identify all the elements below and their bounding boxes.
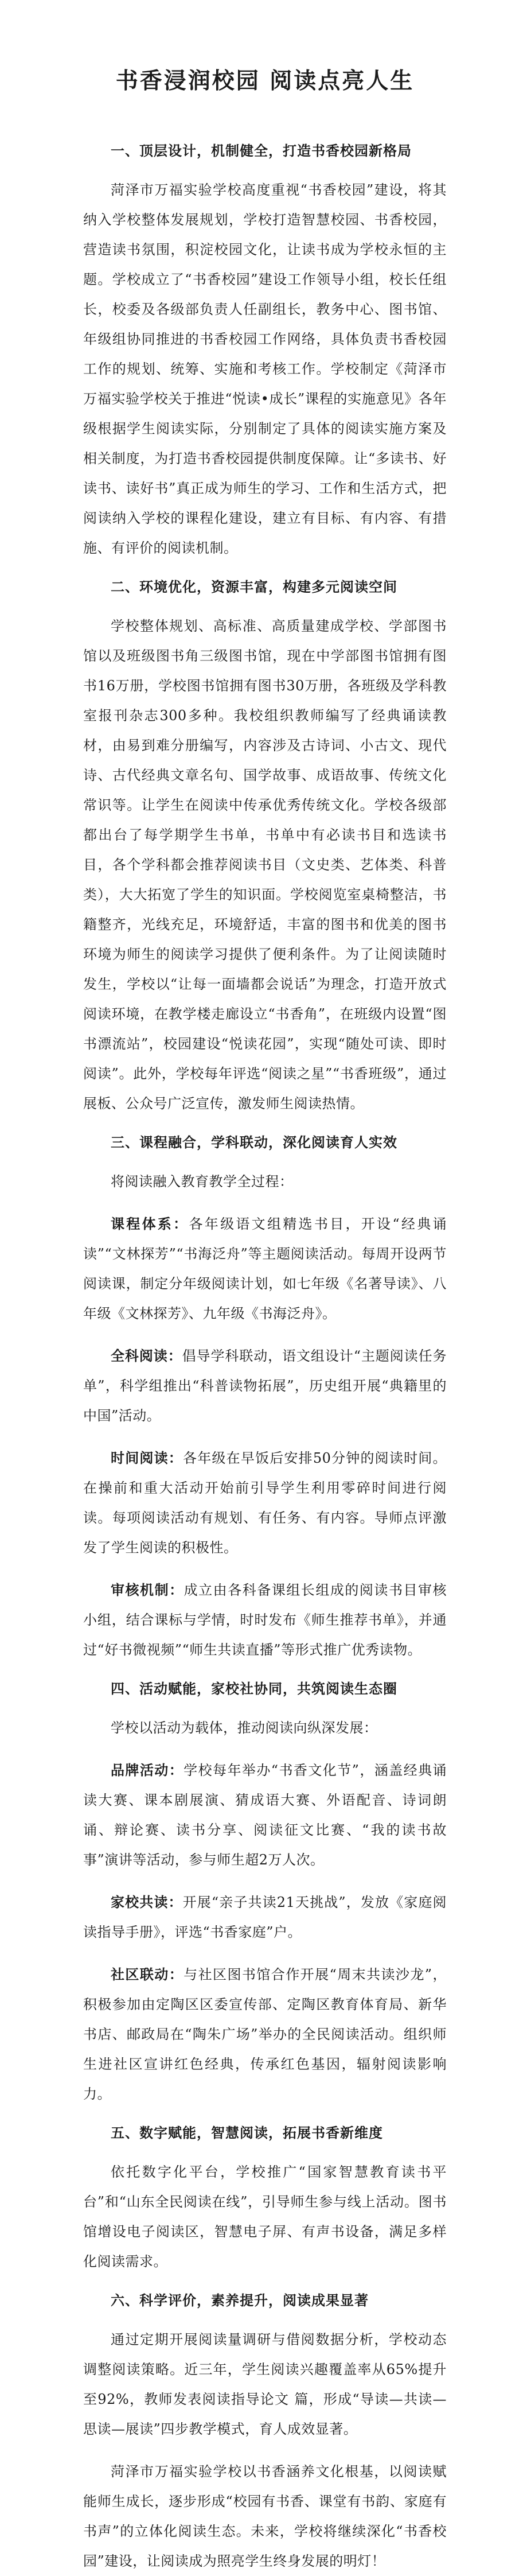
paragraph-lead: 全科阅读： bbox=[111, 1347, 182, 1364]
section-4 bbox=[83, 1677, 447, 2109]
paragraph-text: 倡导学科联动，语文组设计“主题阅读任务单”，科学组推出“科普读物拓展”，历史组开展“典籍里的中国”活动。 bbox=[83, 1347, 447, 1424]
paragraph bbox=[83, 1443, 447, 1563]
paragraph-lead: 品牌活动： bbox=[111, 1761, 184, 1778]
section-3 bbox=[83, 1131, 447, 1665]
paragraph-text: 将阅读融入教育教学全过程： bbox=[111, 1173, 294, 1190]
paragraph-lead: 家校共读： bbox=[111, 1893, 183, 1910]
paragraph bbox=[83, 2457, 447, 2576]
section-2 bbox=[83, 576, 447, 1118]
paragraph-text: 学校以活动为载体，推动阅读向纵深发展： bbox=[111, 1719, 378, 1736]
paragraph-text: 学校整体规划、高标准、高质量建成学校、学部图书馆以及班级图书角三级图书馆，现在中学部图书馆拥有图书16万册，学校图书馆拥有图书30万册，各班级及学科教室报刊杂志300多种。我校组织教师编写了经典诵读教材，由易到难分册编写，内容涉及古诗词、小古文、现代诗、古代经典文章名句、国学故事、成语故事、传统文化常识等。让学生在阅读中传承优秀传统文化。学校各级部都出台了每学期学生书单，书单中有必读书目和选读书目，各个学科都会推荐阅读书目（文史类、艺体类、科普类），大大拓宽了学生的知识面。学校阅览室桌椅整洁，书籍整齐，光线充足，环境舒适，丰富的图书和优美的图书环境为师生的阅读学习提供了便利条件。为了让阅读随时发生，学校以“让每一面墙都会说话”为理念，打造开放式阅读环境，在教学楼走廊设立“书香角”，在班级内设置“图书漂流站”，校园建设“悦读花园”，实现“随处可读、即时阅读”。此外，学校每年评选“阅读之星”“书香班级”，通过展板、公众号广泛宣传，激发师生阅读热情。 bbox=[83, 617, 447, 1112]
section-5 bbox=[83, 2122, 447, 2276]
section-6 bbox=[83, 2289, 447, 2576]
paragraph bbox=[83, 611, 447, 1118]
paragraph bbox=[83, 175, 447, 563]
paragraph bbox=[83, 2325, 447, 2444]
paragraph bbox=[83, 1575, 447, 1665]
section-1 bbox=[83, 139, 447, 563]
paragraph-text: 各年级语文组精选书目，开设“经典诵读”“文林探芳”“书海泛舟”等主题阅读活动。每周开设两节阅读课，制定分年级阅读计划，如七年级《名著导读》、八年级《文林探芳》、九年级《书海泛舟》。 bbox=[83, 1215, 447, 1322]
section-heading: 一、顶层设计，机制健全，打造书香校园新格局 bbox=[111, 142, 412, 159]
section-heading: 五、数字赋能，智慧阅读，拓展书香新维度 bbox=[111, 2124, 383, 2141]
paragraph-lead: 时间阅读： bbox=[111, 1449, 184, 1466]
paragraph-lead: 审核机制： bbox=[111, 1581, 184, 1598]
paragraph-text: 各年级在早饭后安排50分钟的阅读时间。在操前和重大活动开始前引导学生利用零碎时间进行阅读。每项阅读活动有规划、有任务、有内容。导师点评激发了学生阅读的积极性。 bbox=[83, 1450, 447, 1556]
paragraph bbox=[83, 1960, 447, 2109]
paragraph bbox=[83, 1755, 447, 1875]
section-heading: 三、课程融合，学科联动，深化阅读育人实效 bbox=[111, 1133, 397, 1151]
paragraph-text: 成立由各科备课组长组成的阅读书目审核小组，结合课标与学情，时时发布《师生推荐书单》，并通过“好书微视频”“师生共读直播”等形式推广优秀读物。 bbox=[83, 1582, 447, 1658]
paragraph-lead: 课程体系： bbox=[111, 1215, 189, 1232]
section-heading: 四、活动赋能，家校社协同，共筑阅读生态圈 bbox=[111, 1680, 397, 1697]
paragraph-text: 通过定期开展阅读量调研与借阅数据分析，学校动态调整阅读策略。近三年，学生阅读兴趣覆盖率从65%提升至92%，教师发表阅读指导论文 篇，形成“导读—共读—思读—展读”四步教学模式，育人成效显著。 bbox=[83, 2331, 447, 2437]
paragraph bbox=[83, 2157, 447, 2276]
paragraph-text: 学校每年举办“书香文化节”，涵盖经典诵读大赛、课本剧展演、猜成语大赛、外语配音、诗词朗诵、辩论赛、读书分享、阅读征文比赛、“我的读书故事”演讲等活动，参与师生超2万人次。 bbox=[83, 1762, 447, 1868]
paragraph bbox=[83, 1887, 447, 1947]
paragraph bbox=[83, 1167, 447, 1196]
document-title: 书香浸润校园 阅读点亮人生 bbox=[115, 68, 415, 94]
paragraph-text: 与社区图书馆合作开展“周末共读沙龙”，积极参加由定陶区区委宣传部、定陶区教育体育局、新华书店、邮政局在“陶朱广场”举办的全民阅读活动。组织师生进社区宣讲红色经典，传承红色基因，辐射阅读影响力。 bbox=[83, 1966, 447, 2102]
paragraph-text: 菏泽市万福实验学校高度重视“书香校园”建设，将其纳入学校整体发展规划，学校打造智慧校园、书香校园，营造读书氛围，积淀校园文化，让读书成为学校永恒的主题。学校成立了“书香校园”建设工作领导小组，校长任组长，校委及各级部负责人任副组长，教务中心、图书馆、年级组协同推进的书香校园工作网络，具体负责书香校园工作的规划、统筹、实施和考核工作。学校制定《菏泽市万福实验学校关于推进“悦读•成长”课程的实施意见》各年级根据学生阅读实际，分别制定了具体的阅读实施方案及相关制度，为打造书香校园提供制度保障。让“多读书、好读书、读好书”真正成为师生的学习、工作和生活方式，把阅读纳入学校的课程化建设，建立有目标、有内容、有措施、有评价的阅读机制。 bbox=[83, 181, 447, 556]
section-heading: 六、科学评价，素养提升，阅读成果显著 bbox=[111, 2291, 369, 2309]
paragraph bbox=[83, 1341, 447, 1431]
paragraph-text: 依托数字化平台，学校推广“国家智慧教育读书平台”和“山东全民阅读在线”，引导师生参与线上活动。图书馆增设电子阅读区，智慧电子屏、有声书设备，满足多样化阅读需求。 bbox=[83, 2163, 447, 2270]
paragraph bbox=[83, 1209, 447, 1328]
paragraph-text: 菏泽市万福实验学校以书香涵养文化根基，以阅读赋能师生成长，逐步形成“校园有书香、课堂有书韵、家庭有书声”的立体化阅读生态。未来，学校将继续深化“书香校园”建设，让阅读成为照亮学生终身发展的明灯！ bbox=[83, 2463, 447, 2569]
paragraph-text: 开展“亲子共读21天挑战”，发放《家庭阅读指导手册》，评选“书香家庭”户。 bbox=[83, 1894, 447, 1940]
paragraph-lead: 社区联动： bbox=[111, 1965, 184, 1983]
section-heading: 二、环境优化，资源丰富，构建多元阅读空间 bbox=[111, 578, 397, 595]
paragraph bbox=[83, 1713, 447, 1743]
